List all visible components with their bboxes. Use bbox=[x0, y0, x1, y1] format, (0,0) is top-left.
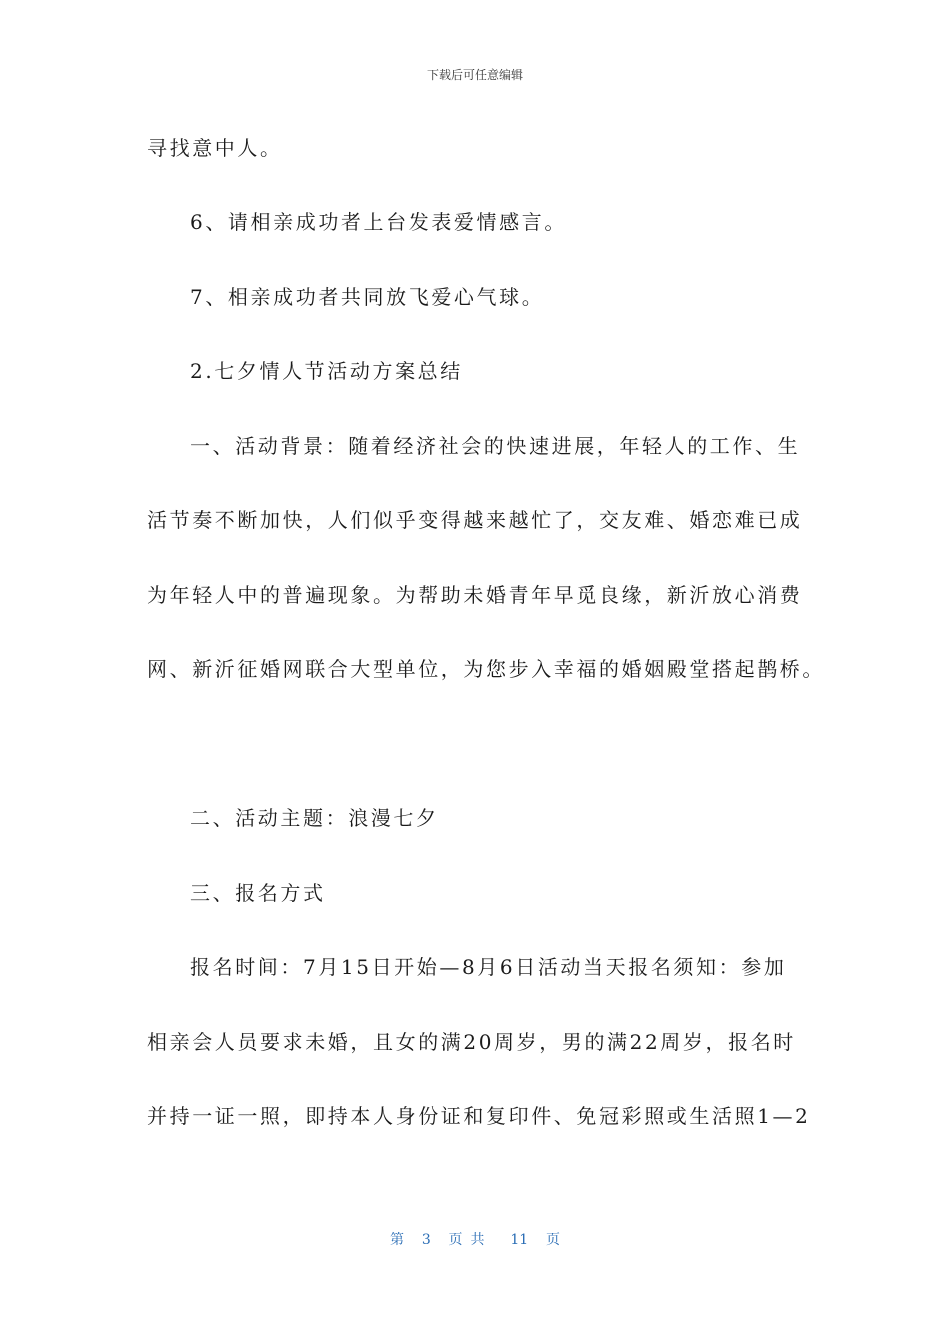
body-line-3: 7、相亲成功者共同放飞爱心气球。 bbox=[190, 285, 545, 309]
body-line-9: 二、活动主题：浪漫七夕 bbox=[190, 806, 439, 830]
body-line-12: 相亲会人员要求未婚，且女的满20周岁，男的满22周岁，报名时 bbox=[147, 1030, 796, 1054]
footer-suffix: 页 bbox=[546, 1232, 560, 1248]
page-header bbox=[0, 67, 950, 83]
body-line-10: 三、报名方式 bbox=[190, 881, 326, 905]
body-line-7: 为年轻人中的普遍现象。为帮助未婚青年早觅良缘，新沂放心消费 bbox=[147, 583, 803, 607]
footer-prefix: 第 bbox=[390, 1232, 404, 1248]
body-line-8: 网、新沂征婚网联合大型单位，为您步入幸福的婚姻殿堂搭起鹊桥。 bbox=[147, 657, 825, 681]
footer-middle: 页共 bbox=[448, 1232, 493, 1248]
section-heading: 2.七夕情人节活动方案总结 bbox=[190, 359, 463, 383]
page-footer bbox=[0, 1230, 950, 1250]
body-line-11: 报名时间：7月15日开始—8月6日活动当天报名须知：参加 bbox=[190, 955, 787, 979]
footer-current-page: 3 bbox=[421, 1232, 431, 1248]
body-line-13: 并持一证一照，即持本人身份证和复印件、免冠彩照或生活照1—2 bbox=[147, 1104, 811, 1128]
footer-total-pages: 11 bbox=[510, 1232, 529, 1248]
body-line-5: 一、活动背景：随着经济社会的快速进展，年轻人的工作、生 bbox=[190, 434, 801, 458]
body-line-6: 活节奏不断加快，人们似乎变得越来越忙了，交友难、婚恋难已成 bbox=[147, 508, 803, 532]
body-line-2: 6、请相亲成功者上台发表爱情感言。 bbox=[190, 210, 567, 234]
header-text: 下载后可任意编辑 bbox=[426, 68, 523, 82]
body-line-1: 寻找意中人。 bbox=[147, 136, 283, 160]
